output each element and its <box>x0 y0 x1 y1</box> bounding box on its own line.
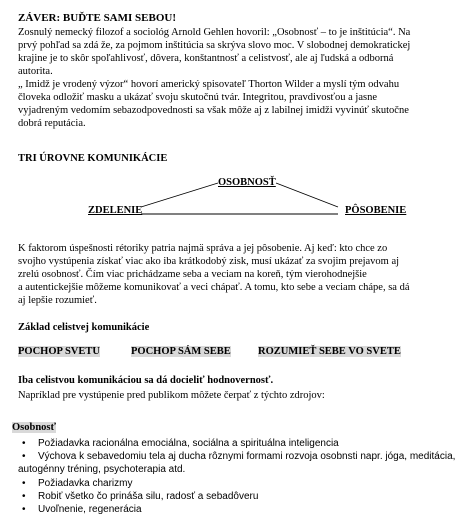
holistic-basis-title: Základ celistvej komunikácie <box>18 322 150 333</box>
triangle-left-edge <box>141 183 218 207</box>
wilder-paragraph-line-4: dobrá reputácia. <box>18 118 86 129</box>
bullet-icon: • <box>22 438 26 449</box>
list-item-continuation: autogénny tréning, psychoterapia atd. <box>18 464 186 476</box>
list-item: • Požiadavka racionálna emociálna, sociálna a spirituálna inteligencia <box>22 438 339 449</box>
three-levels-title: TRI ÚROVNE KOMUNIKÁCIE <box>18 153 168 164</box>
list-item: • Výchova k sebavedomiu tela aj ducha rôznymi formami rozvoja osobnsti napr. jóga, meditácia, <box>22 451 456 463</box>
conclusion-title: ZÁVER: BUĎTE SAMI SEBOU! <box>18 12 176 24</box>
level-self-in-world: ROZUMIEŤ SEBE VO SVETE <box>258 346 401 357</box>
sources-intro: Napríklad pre vystúpenie pred publikom môžete čerpať z týchto zdrojov: <box>18 390 325 401</box>
rhetoric-paragraph-line-1: K faktorom úspešnosti rétoriky patria najmä správa a jej pôsobenie. Aj keď: kto chce zo <box>18 243 388 254</box>
bullet-icon: • <box>22 451 26 463</box>
rhetoric-paragraph-line-5: aj lepšie rozumieť. <box>18 295 97 306</box>
rhetoric-paragraph-line-4: a autentickejšie môžeme komunikovať a veci chápať. A tomu, kto sebe a veciam chápe, sa dá <box>18 282 410 293</box>
gehlen-paragraph-line-3: krajine je to skôr spoľahlivosť, dôvera, konštantnosť a celistvosť, ale aj ľudská a odborná <box>18 53 394 64</box>
wilder-paragraph-line-3: vyjadreným vedomím sebazodpovednosti sa však môže aj z labilnej imidži vyvinúť skutočne <box>18 105 409 116</box>
credibility-statement: Iba celistvou komunikáciou sa dá docieliť hodnovernosť. <box>18 375 274 386</box>
gehlen-paragraph-line-2: prvý pohľad sa zdá že, za pojmom inštitúcia sa skrýva slovo moc. V slobodnej demokratickej <box>18 40 411 51</box>
bullet-icon: • <box>22 490 26 502</box>
gehlen-paragraph-line-4: autorita. <box>18 66 53 77</box>
rhetoric-paragraph-line-2: svojho vystúpenia získať viac ako iba krátkodobý zisk, musí ukázať za svojim prejavom aj <box>18 256 400 267</box>
wilder-paragraph-line-1: „ Imidž je vrodený výzor“ hovorí americký spisovateľ Thorton Wilder a myslí tým odvahu <box>18 79 400 90</box>
diagram-node-osobnost: OSOBNOSŤ <box>218 177 276 188</box>
gehlen-paragraph-line-1: Zosnulý nemecký filozof a sociológ Arnold Gehlen hovoril: „Osobnosť – to je inštitúcia“. Na <box>18 27 411 38</box>
personality-heading: Osobnosť <box>12 422 56 433</box>
wilder-paragraph-line-2: človeka odložiť masku a ukázať svoju skutočnú tvár. Integritou, pravdivosťou a jasne <box>18 92 377 103</box>
diagram-node-zdelenie: ZDELENIE <box>88 205 143 216</box>
diagram-node-posobenie: PÔSOBENIE <box>345 205 407 216</box>
list-item: • Požiadavka charizmy <box>22 477 133 489</box>
triangle-right-edge <box>276 183 338 207</box>
bullet-icon: • <box>22 477 26 489</box>
list-item: • Uvoľnenie, regenerácia <box>22 504 142 516</box>
list-item: • Robiť všetko čo prináša silu, radosť a sebadôveru <box>22 490 259 502</box>
level-understand-self: POCHOP SÁM SEBE <box>131 346 231 357</box>
bullet-icon: • <box>22 504 26 516</box>
level-understand-world: POCHOP SVETU <box>18 346 100 357</box>
rhetoric-paragraph-line-3: zrelú osobnosť. Čím viac prichádzame seba a veciam na koreň, tým vierohodnejšie <box>18 269 367 280</box>
personality-list <box>18 437 455 516</box>
